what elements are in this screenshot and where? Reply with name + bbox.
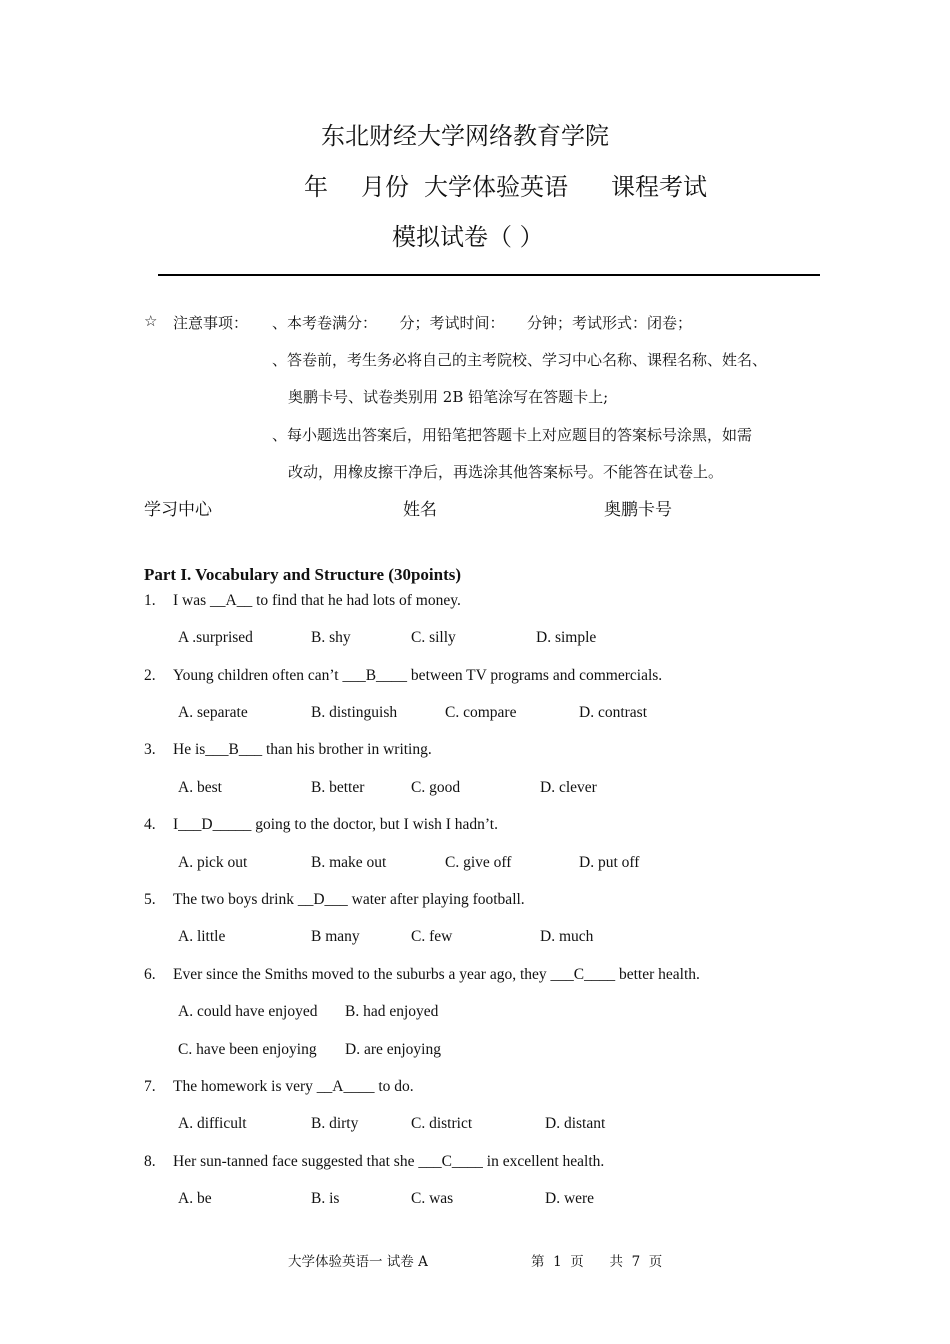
option-b: B. better [311,779,365,796]
option-c: C. silly [411,629,456,646]
option-d: D. simple [536,629,597,646]
option-c: C. have been enjoying [178,1041,317,1058]
card-number-label: 奥鹏卡号 [604,500,672,520]
question-text: The homework is very __A____ to do. [173,1078,414,1095]
question-number: 3. [144,741,156,758]
header-divider [158,274,820,276]
option-a: A. little [178,928,226,945]
option-a: A. be [178,1190,212,1207]
question-number: 5. [144,891,156,908]
option-d: D. distant [545,1115,606,1132]
note-item-3: 、每小题选出答案后，用铅笔把答题卡上对应题目的答案标号涂黑，如需 [272,426,753,444]
exam-year-label: 年 [304,173,328,201]
question-number: 8. [144,1153,156,1170]
question-text: Young children often can’t ___B____ between TV programs and commercials. [173,667,663,684]
question-text: Ever since the Smiths moved to the suburbs a year ago, they ___C____ better health. [173,966,700,983]
question-number: 2. [144,667,156,684]
note-item-3-cont: 改动，用橡皮擦干净后，再选涂其他答案标号。不能答在试卷上。 [288,463,724,481]
question-text: He is___B___ than his brother in writing. [173,741,432,758]
option-c: C. compare [445,704,517,721]
paper-title: 模拟试卷（ ） [392,223,544,251]
notes-label: 注意事项： [173,314,249,332]
option-d: D. clever [540,779,597,796]
exam-type: 课程考试 [611,173,707,201]
option-a: A. separate [178,704,248,721]
question-text: The two boys drink __D___ water after playing football. [173,891,525,908]
part1-title: Part I. Vocabulary and Structure (30points) [144,565,462,584]
option-b: B many [311,928,360,945]
option-b: B. is [311,1190,340,1207]
note-item-2-cont: 奥鹏卡号、试卷类别用 2B 铅笔涂写在答题卡上; [288,388,609,406]
option-c: C. few [411,928,453,945]
option-d: D. much [540,928,594,945]
option-b: B. had enjoyed [345,1003,439,1020]
option-d: D. are enjoying [345,1041,441,1058]
option-c: C. district [411,1115,473,1132]
note-item-2: 、答卷前，考生务必将自己的主考院校、学习中心名称、课程名称、姓名、 [272,351,768,369]
name-label: 姓名 [403,500,437,520]
question-number: 6. [144,966,156,983]
option-d: D. put off [579,854,640,871]
exam-month-label: 月份 [361,173,409,201]
question-number: 4. [144,816,156,833]
option-c: C. good [411,779,461,796]
course-name: 大学体验英语 [424,173,568,201]
option-a: A. best [178,779,222,796]
footer-paper-name: 大学体验英语一 试卷 A [288,1254,428,1270]
footer-page-number: 第 1 页 共 7 页 [531,1254,663,1270]
question-text: Her sun-tanned face suggested that she ___C____ in excellent health. [173,1153,605,1170]
star-icon: ☆ [144,312,158,330]
option-b: B. distinguish [311,704,398,721]
option-a: A. pick out [178,854,248,871]
question-number: 7. [144,1078,156,1095]
question-number: 1. [144,592,156,609]
school-title: 东北财经大学网络教育学院 [321,122,609,150]
option-b: B. dirty [311,1115,359,1132]
option-a: A .surprised [178,629,253,646]
option-a: A. difficult [178,1115,247,1132]
option-a: A. could have enjoyed [178,1003,318,1020]
option-b: B. shy [311,629,351,646]
option-d: D. were [545,1190,595,1207]
note-item-1: 、本考卷满分： 分；考试时间： 分钟；考试形式：闭卷； [272,314,693,332]
option-d: D. contrast [579,704,648,721]
study-center-label: 学习中心 [144,500,212,520]
question-text: I___D_____ going to the doctor, but I wish I hadn’t. [173,816,498,833]
option-b: B. make out [311,854,387,871]
option-c: C. give off [445,854,512,871]
question-text: I was __A__ to find that he had lots of money. [173,592,461,609]
option-c: C. was [411,1190,454,1207]
